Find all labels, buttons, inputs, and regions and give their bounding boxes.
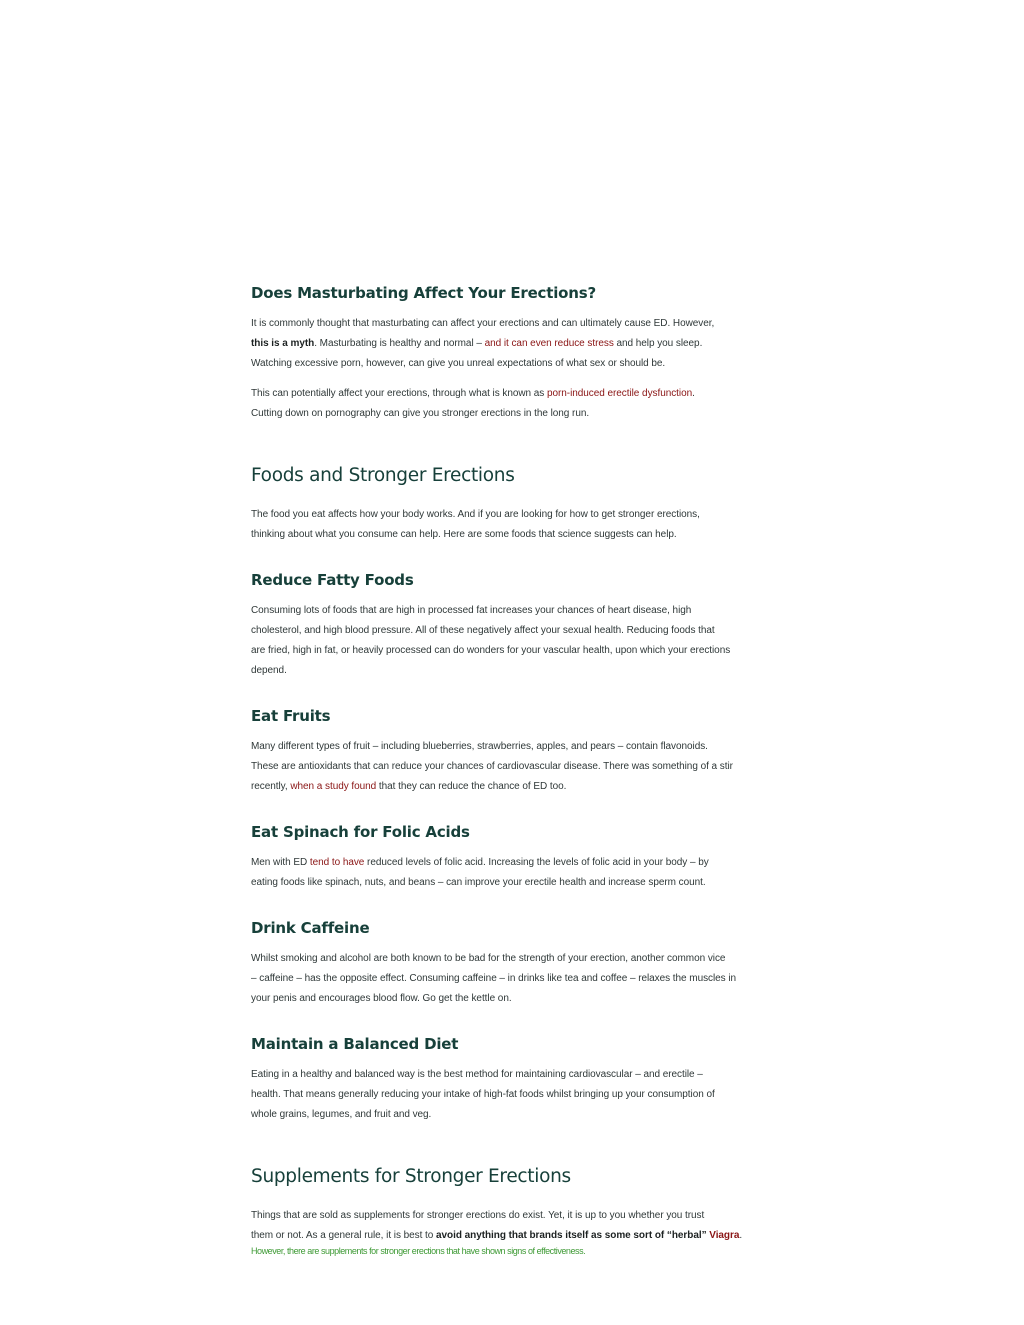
paragraph-supplements: Things that are sold as supplements for stronger erections do exist. Yet, it is up to you whether you trust them or not. As a general rule, it is best to avoid anything that brands itself as some sort of “herbal” Viagra.: [251, 1210, 743, 1241]
paragraph-spinach: Men with ED tend to have reduced levels of folic acid. Increasing the levels of folic acid in your body – by eating foods like spinach, nuts, and beans – can improve your erectile health and increase sperm count.: [251, 857, 709, 888]
heading-foods: Foods and Stronger Erections: [251, 465, 515, 486]
paragraph-fatty-foods: Consuming lots of foods that are high in processed fat increases your chances of heart disease, high cholesterol, and high blood pressure. All of these negatively affect your sexual health. Reducing foods that are fried, high in fat, or heavily processed can do wonders for your vascular health, upon which your erections depend.: [251, 605, 731, 676]
myth-emphasis: this is a myth: [251, 338, 315, 349]
link-study-found[interactable]: when a study found: [290, 781, 377, 792]
heading-balanced-diet: Maintain a Balanced Diet: [251, 1035, 459, 1053]
paragraph-masturbation-2: This can potentially affect your erections, through what is known as porn-induced erectile dysfunction. Cutting down on pornography can give you stronger erections in the long run.: [251, 388, 695, 419]
link-tend-to-have[interactable]: tend to have: [309, 857, 365, 868]
paragraph-caffeine: Whilst smoking and alcohol are both known to be bad for the strength of your erection, another common vice – caffeine – has the opposite effect. Consuming caffeine – in drinks like tea and coffee – relaxes the muscles in your penis and encourages blood flow. Go get the kettle on.: [251, 953, 737, 1004]
link-viagra[interactable]: Viagra: [709, 1230, 740, 1241]
supplements-note: However, there are supplements for stronger erections that have shown signs of effectiveness.: [251, 1246, 586, 1256]
paragraph-balanced-diet: Eating in a healthy and balanced way is the best method for maintaining cardiovascular – and erectile – health. That means generally reducing your intake of high-fat foods whilst bringing up your consumption of whole grains, legumes, and fruit and veg.: [251, 1069, 715, 1120]
heading-spinach: Eat Spinach for Folic Acids: [251, 823, 470, 841]
avoid-herbal-emphasis: avoid anything that brands itself as some sort of “herbal”: [436, 1230, 710, 1241]
heading-caffeine: Drink Caffeine: [251, 919, 370, 937]
heading-fatty-foods: Reduce Fatty Foods: [251, 571, 414, 589]
link-reduce-stress[interactable]: and it can even reduce stress: [484, 338, 614, 349]
link-porn-induced-ed[interactable]: porn-induced erectile dysfunction: [546, 388, 693, 399]
heading-masturbation: Does Masturbating Affect Your Erections?: [251, 284, 596, 302]
paragraph-foods-intro: The food you eat affects how your body works. And if you are looking for how to get stronger erections, thinking about what you consume can help. Here are some foods that science suggests can help.: [251, 509, 700, 540]
heading-supplements: Supplements for Stronger Erections: [251, 1166, 571, 1187]
article-body: [251, 284, 776, 1257]
paragraph-eat-fruits: Many different types of fruit – including blueberries, strawberries, apples, and pears – contain flavonoids. These are antioxidants that can reduce your chances of cardiovascular disease. There was something of a stir recently, when a study found that they can reduce the chance of ED too.: [251, 741, 733, 792]
heading-eat-fruits: Eat Fruits: [251, 707, 331, 725]
paragraph-masturbation-1: It is commonly thought that masturbating can affect your erections and can ultimately cause ED. However, this is a myth. Masturbating is healthy and normal – and it can even reduce stress and help you sleep. Watching excessive porn, however, can give you unreal expectations of what sex or should be.: [251, 318, 715, 369]
